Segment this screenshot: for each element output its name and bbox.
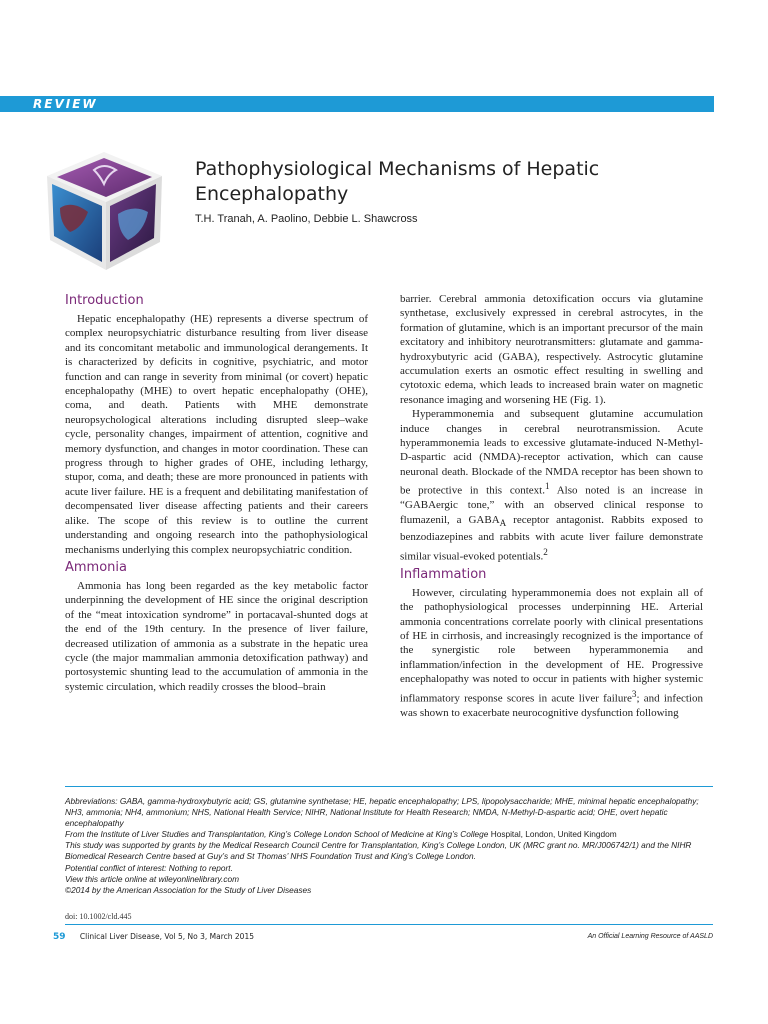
affiliation-note xyxy=(65,829,713,840)
right-paragraph-1: barrier. Cerebral ammonia detoxification occurs via glutamine synthetase, exclusively expressed in cerebral astrocytes, in the formation of glutamine, which is an important precursor of the main excitatory and inhibitory neurotransmitters: glutamate and gamma-hydroxybutyric acid (GABA), respectively. Astrocytic glutamine accumulation exerts an osmotic effect resulting in swelling and cytotoxic edema, which leads to increased brain water on magnetic resonance imaging and worsening HE (Fig. 1). xyxy=(400,293,703,406)
p3-text-b: ; and infection was shown to exacerbate neurocognitive dysfunction following xyxy=(400,692,703,719)
doi: doi: 10.1002/cld.445 xyxy=(65,912,132,921)
review-label: REVIEW xyxy=(33,97,98,111)
article-title: Pathophysiological Mechanisms of Hepatic Encephalopathy xyxy=(195,158,600,205)
page-number: 59 xyxy=(53,932,66,942)
left-column xyxy=(65,292,368,694)
abbreviations-note: Abbreviations: GABA, gamma-hydroxybutyric acid; GS, glutamine synthetase; HE, hepatic encephalopathy; LPS, lipopolysaccharide; MHE, minimal hepatic encephalopathy; NH3, ammonia; NH4, ammonium; NHS, National Health Service; NIHR, National Institute for Health Research; NMDA, N-Methyl-D-aspartic acid; OHE, overt hepatic encephalopathy xyxy=(65,796,699,829)
right-column xyxy=(400,292,703,720)
p2-text-c: receptor antagonist. Rabbits exposed to benzodiazepines and rabbits with acute liver failure demonstrate similar visual-evoked potentials. xyxy=(400,513,703,563)
review-section-bar xyxy=(0,96,714,112)
copyright-note: ©2014 by the American Association for the Study of Liver Diseases xyxy=(65,884,312,895)
reference-2: 2 xyxy=(543,546,548,557)
ammonia-heading: Ammonia xyxy=(65,559,127,575)
conflict-note: Potential conflict of interest: Nothing to report. xyxy=(65,862,233,873)
gaba-subscript: A xyxy=(499,517,507,528)
footer-divider xyxy=(65,924,713,925)
footer-left xyxy=(53,932,254,942)
ammonia-paragraph: Ammonia has long been regarded as the key metabolic factor underpinning the development of HE since the original description of the “meat intoxication syndrome” in portacaval-shunted dogs at the end of the 19th century. In the presence of liver failure, decreased utilization of ammonia as a substrate in the hepatic urea cycle (the major mammalian ammonia detoxification pathway) and portosystemic shunting lead to the accumulation of ammonia in the systemic circulation, which readily crosses the blood–brain xyxy=(65,579,368,693)
inflammation-heading: Inflammation xyxy=(400,566,487,582)
introduction-heading: Introduction xyxy=(65,293,144,308)
footnote-divider xyxy=(65,786,713,787)
footer-tagline: An Official Learning Resource of AASLD xyxy=(587,933,713,940)
reference-1: 1 xyxy=(544,481,550,492)
p2-text-a: Hyperammonemia and subsequent glutamine accumulation induce changes in cerebral neurotransmission. Acute hyperammonemia leads to excessive glutamate-induced N-Methyl-D-aspartic acid (NMDA)-receptor activation, which can cause neuronal death. Blockade of the NMDA receptor has been shown to be protective in this context. xyxy=(400,408,703,497)
liver-cube-logo xyxy=(42,148,167,274)
affiliation-text-a: From the Institute of Liver Studies and Transplantation, King’s College London School of Medicine at King’s College xyxy=(65,829,489,840)
p3-text-a: However, circulating hyperammonemia does not explain all of the pathophysiological processes underpinning HE. Arterial ammonia concentrations correlate poorly with clinical presentations of HE in cirrhosis, and increasingly recognized is the importance of the synergistic role between hyperammonemia and inflammation/infection in the development of HE. Progressive encephalopathy was noted to occur in patients with higher systemic inflammatory response scores in acute liver failure xyxy=(400,586,703,705)
right-paragraph-2 xyxy=(400,407,703,564)
footnotes xyxy=(65,796,713,896)
affiliation-text-b: Hospital, London, United Kingdom xyxy=(488,829,617,840)
p2-text-b: Also noted is an increase in “GABAergic tone,” with an observed clinical response to flumazenil, a GABA xyxy=(400,484,704,526)
inflammation-paragraph xyxy=(400,586,703,720)
introduction-paragraph: Hepatic encephalopathy (HE) represents a diverse spectrum of complex neuropsychiatric disturbance resulting from liver disease and its concomitant metabolic and immunological derangements. It is characterized by deficits in cognitive, psychiatric, and motor function and can range in severity from minimal (or covert) hepatic encephalopathy (MHE) to overt hepatic encephalopathy (OHE), coma, and death. Patients with MHE demonstrate neuropsychological alterations including disrupted sleep–wake cycle, personality changes, impairment of attention, cognitive and memory dysfunction, and changes in motor coordination. These can progress through to higher grades of OHE, including lethargy, stupor, coma, and death; these are more pronounced in patients with acute liver failure. HE is a frequent and debilitating manifestation of decompensated liver disease affecting patients and their careers alike. The scope of this review is to outline the current understanding and ongoing research into the pathophysiological mechanisms underlying this complex neuropsychiatric condition. xyxy=(65,313,368,556)
journal-citation: Clinical Liver Disease, Vol 5, No 3, March 2015 xyxy=(79,932,255,941)
article-authors: T.H. Tranah, A. Paolino, Debbie L. Shawcross xyxy=(195,213,418,225)
online-note: View this article online at wileyonlinelibrary.com xyxy=(65,873,240,884)
support-note: This study was supported by grants by the Medical Research Council Centre for Transplantation, King’s College London, UK (MRC grant no. MR/J006742/1) and the NIHR Biomedical Research Centre based at Guy’s and St Thomas’ NHS Foundation Trust and King’s College London. xyxy=(65,840,692,862)
reference-3: 3 xyxy=(631,688,637,699)
